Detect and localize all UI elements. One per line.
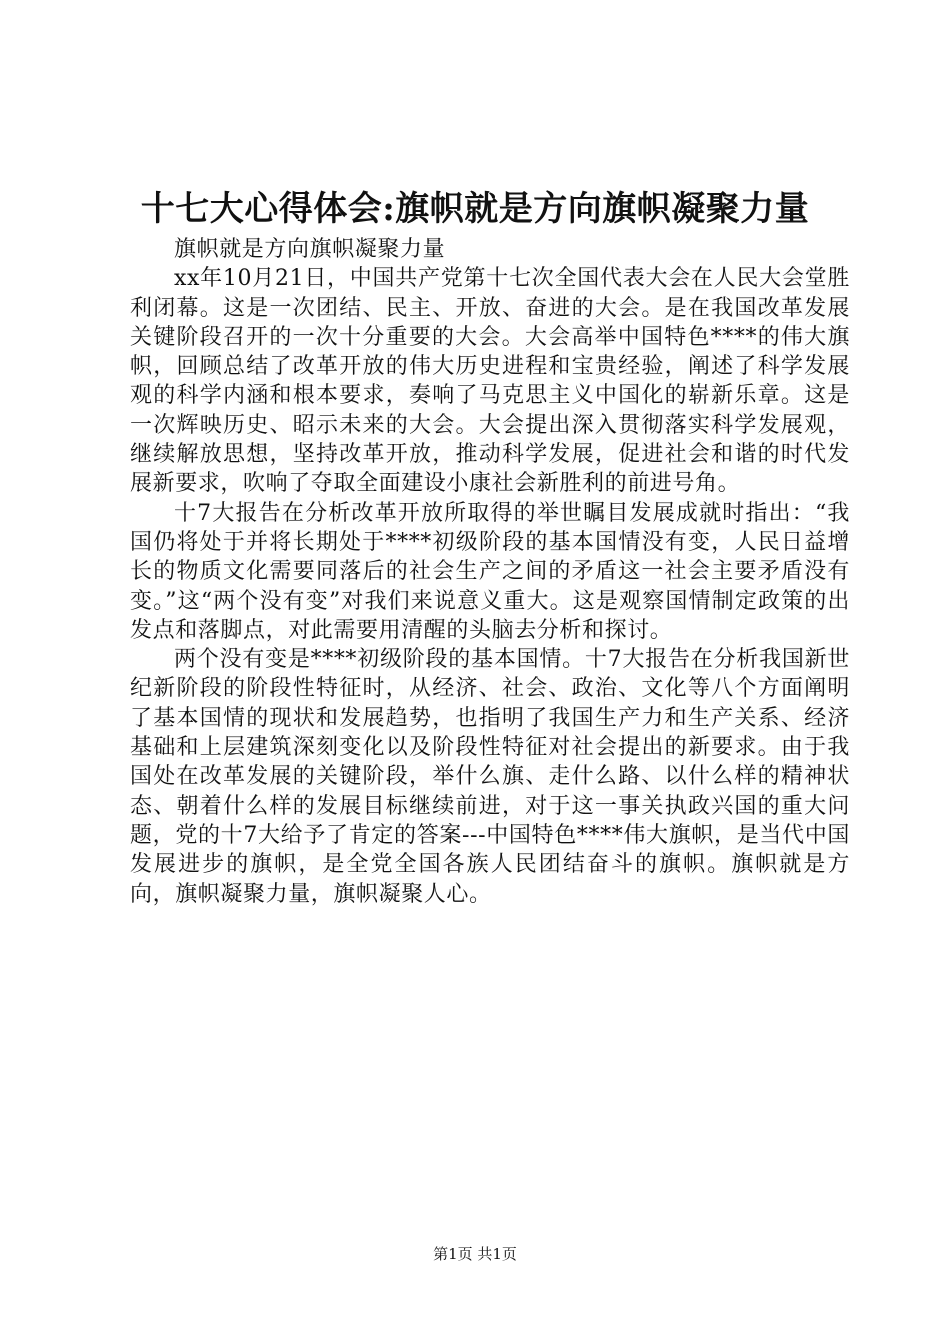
document-title: 十七大心得体会:旗帜就是方向旗帜凝聚力量 <box>140 189 810 229</box>
paragraph-subtitle: 旗帜就是方向旗帜凝聚力量 <box>174 237 446 262</box>
paragraph: 十7大报告在分析改革开放所取得的举世瞩目发展成就时指出：“我国仍将处于并将长期处于****初级阶段的基本国情没有变，人民日益增长的物质文化需要同落后的社会生产之间的矛盾这一社会主要矛盾没有变。”这“两个没有变”对我们来说意义重大。这是观察国情制定政策的出发点和落脚点，对此需要用清醒的头脑去分析和探讨。 <box>130 500 850 643</box>
paragraph: 两个没有变是****初级阶段的基本国情。十7大报告在分析我国新世纪新阶段的阶段性特征时，从经济、社会、政治、文化等八个方面阐明了基本国情的现状和发展趋势，也指明了我国生产力和生产关系、经济基础和上层建筑深刻变化以及阶段性特征对社会提出的新要求。由于我国处在改革发展的关键阶段，举什么旗、走什么路、以什么样的精神状态、朝着什么样的发展目标继续前进，对于这一事关执政兴国的重大问题，党的十7大给予了肯定的答案---中国特色****伟大旗帜，是当代中国发展进步的旗帜，是全党全国各族人民团结奋斗的旗帜。旗帜就是方向，旗帜凝聚力量，旗帜凝聚人心。 <box>130 647 850 907</box>
paragraph: xx年10月21日，中国共产党第十七次全国代表大会在人民大会堂胜利闭幕。这是一次团结、民主、开放、奋进的大会。是在我国改革发展关键阶段召开的一次十分重要的大会。大会高举中国特色****的伟大旗帜，回顾总结了改革开放的伟大历史进程和宝贵经验，阐述了科学发展观的科学内涵和根本要求，奏响了马克思主义中国化的崭新乐章。这是一次辉映历史、昭示未来的大会。大会提出深入贯彻落实科学发展观，继续解放思想，坚持改革开放，推动科学发展，促进社会和谐的时代发展新要求，吹响了夺取全面建设小康社会新胜利的前进号角。 <box>130 266 850 497</box>
document-body <box>130 235 850 909</box>
page-footer: 第1页 共1页 <box>433 1245 517 1263</box>
